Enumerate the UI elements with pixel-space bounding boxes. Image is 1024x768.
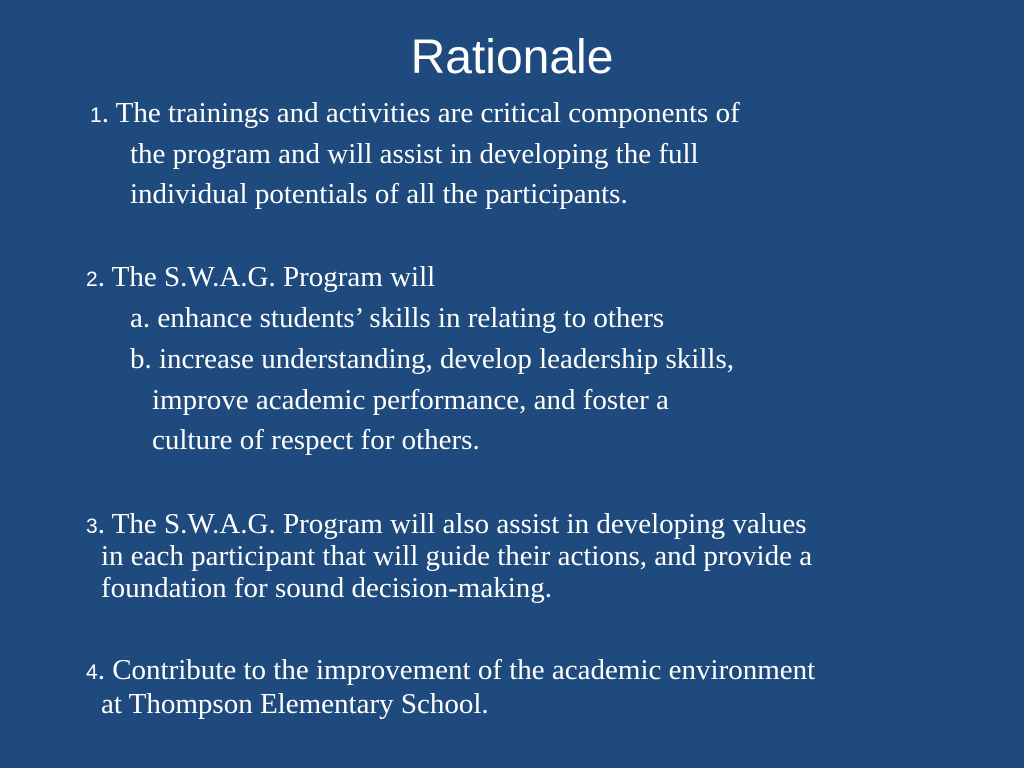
item-2-line-2: a. enhance students’ skills in relating to others (130, 302, 665, 334)
item-1-text-1: . The trainings and activities are critical components of (101, 97, 740, 129)
item-1-number: 1 (90, 104, 102, 127)
item-1-line-2: the program and will assist in developing the full (130, 138, 699, 170)
item-3-number: 3 (86, 515, 98, 538)
item-3-text-1: . The S.W.A.G. Program will also assist in developing values (97, 508, 807, 540)
item-3-line-2: in each participant that will guide their actions, and provide a (101, 540, 813, 572)
slide-title: Rationale (410, 31, 614, 84)
item-2-line-3: b. increase understanding, develop leadership skills, (130, 343, 735, 375)
item-2-text-1: . The S.W.A.G. Program will (97, 261, 436, 293)
item-4-line-2: at Thompson Elementary School. (101, 688, 489, 720)
item-1-line-1 (90, 93, 740, 136)
item-2-line-1 (86, 257, 435, 300)
item-4-number: 4 (86, 661, 98, 684)
item-2-number: 2 (86, 268, 98, 291)
item-2-line-5: culture of respect for others. (152, 424, 480, 456)
item-2-line-4: improve academic performance, and foster a (152, 384, 669, 416)
item-4-text-1: . Contribute to the improvement of the academic environment (97, 654, 816, 686)
item-1-line-3: individual potentials of all the participants. (130, 178, 628, 210)
item-3-line-3: foundation for sound decision-making. (101, 572, 553, 604)
